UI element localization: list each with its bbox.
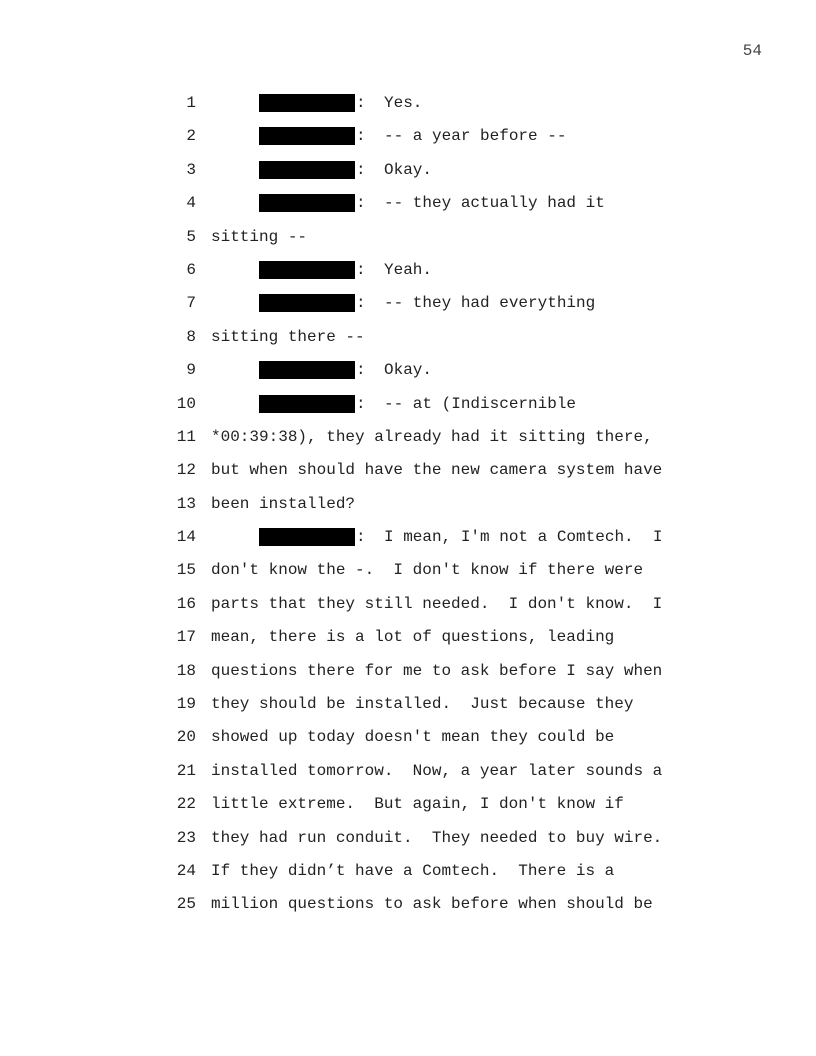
redacted-speaker-name [259, 294, 355, 312]
speaker-colon: : [356, 294, 366, 313]
transcript-line [0, 854, 816, 887]
speaker-colon: : [356, 160, 366, 179]
redacted-speaker-name [259, 395, 355, 413]
line-number: 13 [176, 494, 196, 513]
redacted-speaker-name [259, 94, 355, 112]
line-number: 14 [176, 528, 196, 547]
line-number: 12 [176, 461, 196, 480]
continuation-text: little extreme. But again, I don't know if [211, 795, 624, 814]
speaker-text: Okay. [384, 160, 433, 179]
transcript-line [0, 720, 816, 753]
line-number: 5 [186, 227, 196, 246]
transcript-line [0, 821, 816, 854]
redacted-speaker-name [259, 361, 355, 379]
continuation-text: sitting -- [211, 227, 308, 246]
speaker-colon: : [356, 260, 366, 279]
speaker-text: -- at (Indiscernible [384, 394, 577, 413]
speaker-colon: : [356, 127, 366, 146]
speaker-colon: : [356, 194, 366, 213]
transcript-line [0, 387, 816, 420]
speaker-colon: : [356, 94, 366, 112]
continuation-text: showed up today doesn't mean they could be [211, 728, 615, 747]
transcript-line [0, 186, 816, 219]
transcript-line [0, 654, 816, 687]
line-number: 6 [186, 260, 196, 279]
transcript-line [0, 220, 816, 253]
line-number: 21 [176, 761, 196, 780]
line-number: 3 [186, 160, 196, 179]
redacted-speaker-name [259, 127, 355, 145]
continuation-text: don't know the -. I don't know if there were [211, 561, 644, 580]
continuation-text: parts that they still needed. I don't know. I [211, 594, 663, 613]
line-number: 18 [176, 661, 196, 680]
transcript-line [0, 153, 816, 186]
line-number: 1 [186, 94, 196, 112]
transcript-line [0, 353, 816, 386]
redacted-speaker-name [259, 161, 355, 179]
transcript-line [0, 86, 816, 119]
line-number: 25 [176, 895, 196, 914]
transcript-line [0, 253, 816, 286]
transcript-line [0, 520, 816, 553]
continuation-text: If they didn’t have a Comtech. There is a [211, 861, 615, 880]
continuation-text: but when should have the new camera system have [211, 461, 663, 480]
transcript-line [0, 320, 816, 353]
speaker-text: I mean, I'm not a Comtech. I [384, 528, 663, 547]
speaker-text: Yes. [384, 94, 423, 112]
speaker-colon: : [356, 528, 366, 547]
continuation-text: they should be installed. Just because they [211, 695, 634, 714]
line-number: 24 [176, 861, 196, 880]
transcript-line [0, 787, 816, 820]
line-number: 23 [176, 828, 196, 847]
transcript-line [0, 553, 816, 586]
line-number: 19 [176, 695, 196, 714]
speaker-colon: : [356, 394, 366, 413]
line-number: 11 [176, 427, 196, 446]
line-number: 2 [186, 127, 196, 146]
line-number: 7 [186, 294, 196, 313]
line-number: 8 [186, 327, 196, 346]
transcript-line [0, 487, 816, 520]
transcript-line [0, 687, 816, 720]
transcript-line [0, 453, 816, 486]
transcript-line [0, 620, 816, 653]
redacted-speaker-name [259, 528, 355, 546]
speaker-text: Okay. [384, 361, 433, 380]
redacted-speaker-name [259, 194, 355, 212]
continuation-text: mean, there is a lot of questions, leading [211, 628, 615, 647]
continuation-text: sitting there -- [211, 327, 365, 346]
transcript-line [0, 587, 816, 620]
line-number: 22 [176, 795, 196, 814]
line-number: 17 [176, 628, 196, 647]
line-number: 4 [186, 194, 196, 213]
page-number: 54 [742, 42, 762, 60]
transcript-line [0, 119, 816, 152]
continuation-text: *00:39:38), they already had it sitting there, [211, 427, 653, 446]
continuation-text: they had run conduit. They needed to buy wire. [211, 828, 663, 847]
speaker-text: -- a year before -- [384, 127, 567, 146]
transcript-line [0, 286, 816, 319]
transcript-body [0, 86, 816, 921]
continuation-text: installed tomorrow. Now, a year later sounds a [211, 761, 663, 780]
transcript-line [0, 754, 816, 787]
continuation-text: been installed? [211, 494, 356, 513]
transcript-line [0, 420, 816, 453]
speaker-text: Yeah. [384, 260, 433, 279]
line-number: 9 [186, 361, 196, 380]
speaker-text: -- they actually had it [384, 194, 605, 213]
continuation-text: questions there for me to ask before I say when [211, 661, 663, 680]
redacted-speaker-name [259, 261, 355, 279]
speaker-text: -- they had everything [384, 294, 596, 313]
line-number: 20 [176, 728, 196, 747]
transcript-line [0, 887, 816, 920]
line-number: 10 [176, 394, 196, 413]
continuation-text: million questions to ask before when should be [211, 895, 653, 914]
line-number: 15 [176, 561, 196, 580]
line-number: 16 [176, 594, 196, 613]
speaker-colon: : [356, 361, 366, 380]
